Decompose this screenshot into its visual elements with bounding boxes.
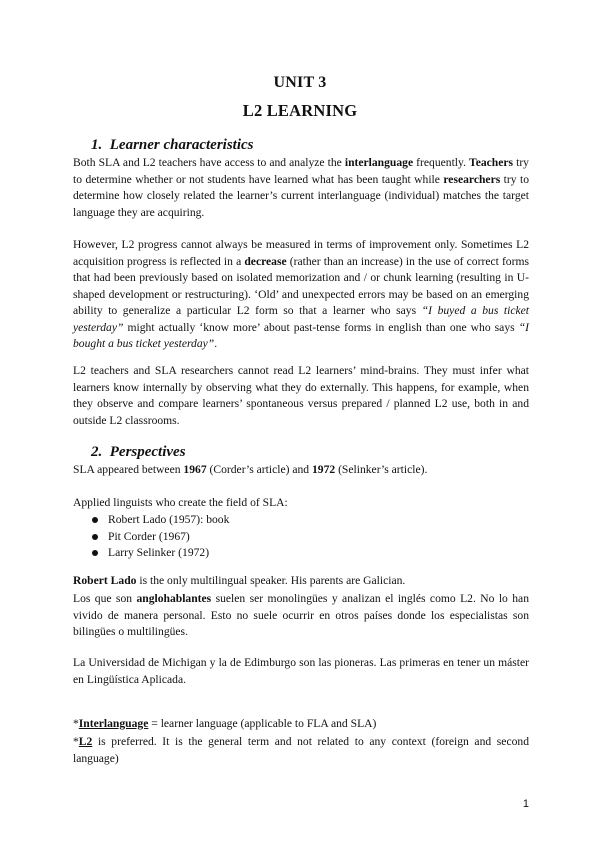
unit-title: UNIT 3 [273,74,327,91]
paragraph-2-4: Los que son anglohablantes suelen ser monolingües y analizan el inglés como L2. No lo han vivido de manera personal. Esto no suele ocurrir en otros países donde los especialistas son bilingües o multilingües. [73,592,529,638]
note-interlanguage: *Interlanguage = learner language (applicable to FLA and SLA) [73,717,377,730]
paragraph-1-1: Both SLA and L2 teachers have access to and analyze the interlanguage frequently. Teachers try to determine whether or not students have learned what has been taught while researchers try to determine how closely related the learner’s current interlanguage (individual) matches the target language they are acquiring. [73,156,529,219]
paragraph-2-1: SLA appeared between 1967 (Corder’s article) and 1972 (Selinker’s article). [73,463,428,476]
term-decrease: decrease [244,254,287,268]
paragraph-1-3: L2 teachers and SLA researchers cannot read L2 learners’ mind-brains. They must infer what learners know internally by observing what they do externally. This happens, for example, when they observe and compare learners’ spontaneous versus prepared / planned L2 use, both in and outside L2 classrooms. [73,364,529,427]
bullet-icon [92,534,98,540]
paragraph-2-2: Applied linguists who create the field of SLA: [73,496,288,509]
document-title: L2 LEARNING [242,101,358,120]
term-teachers: Teachers [469,156,514,169]
list-item: Larry Selinker (1972) [92,545,229,562]
note-l2: *L2 is preferred. It is the general term and not related to any context (foreign and second language) [73,735,529,765]
term-robert-lado: Robert Lado [73,574,137,587]
section-1-heading [91,137,254,154]
list-item: Robert Lado (1957): book [92,512,229,529]
term-researchers: researchers [443,172,501,186]
section-2-number: 2. [91,444,103,460]
linguists-list [92,512,229,562]
term-interlanguage: interlanguage [344,156,414,169]
list-item: Pit Corder (1967) [92,529,229,546]
section-1-title: Learner characteristics [109,137,254,153]
paragraph-2-3: Robert Lado is the only multilingual speaker. His parents are Galician. [73,574,406,587]
section-2-title: Perspectives [109,444,186,460]
bullet-icon [92,550,98,556]
paragraph-2-5: La Universidad de Michigan y la de Edimburgo son las pioneras. Las primeras en tener un máster en Lingüística Aplicada. [73,656,529,686]
page-number: 1 [522,798,529,810]
section-2-heading [91,444,186,461]
example-bought: “I bought a bus ticket yesterday” [73,320,529,350]
term-anglohablantes: anglohablantes [136,592,212,605]
example-buyed: “I buyed a bus ticket yesterday” [73,304,530,334]
bullet-icon [92,517,98,523]
paragraph-1-2: However, L2 progress cannot always be measured in terms of improvement only. Sometimes L2 acquisition progress is reflected in a decrease (rather than an increase) in the use of correct forms that had been previously based on isolated memorization and / or chunk learning (resulting in U-shaped development or restructuring). ‘Old’ and unexpected errors may be based on an emerging ability to generalize a particular L2 form so that a learner who says “I buyed a bus ticket yesterday” might actually ‘know more’ about past-tense forms in english than one who says “I bought a bus ticket yesterday”. [73,238,530,350]
section-1-number: 1. [91,137,103,153]
